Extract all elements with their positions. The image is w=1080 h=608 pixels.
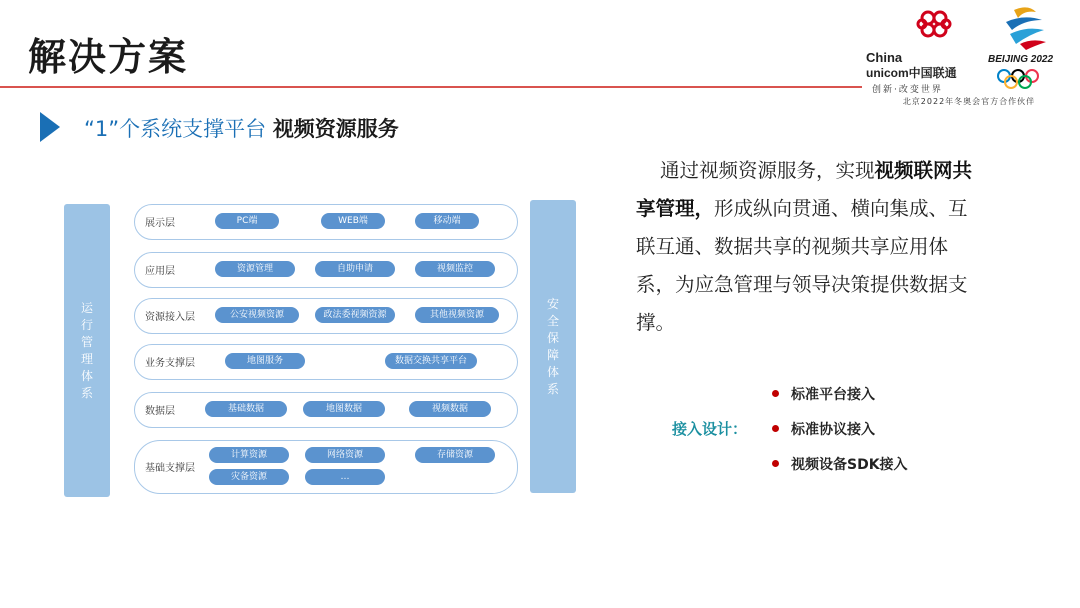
layer-item: …: [305, 469, 385, 485]
layer-item: 移动端: [415, 213, 479, 229]
access-item-label: 标准平台接入: [791, 387, 875, 403]
layer-label: 基础支撑层: [145, 463, 195, 474]
section-heading: [84, 113, 399, 143]
unicom-china-text: China: [866, 50, 903, 65]
layer-resource-access: [134, 298, 518, 334]
description-part1: 通过视频资源服务，实现: [660, 159, 875, 182]
beijing-2022-logo: [984, 4, 1070, 92]
layer-business-support: [134, 344, 518, 380]
layer-item: 网络资源: [305, 447, 385, 463]
section-heading-quoted: “1”个系统支撑平台: [84, 117, 267, 141]
layer-item: 资源管理: [215, 261, 295, 277]
official-partner-text: 北京2022年冬奥会官方合作伙伴: [902, 97, 1036, 106]
beijing-emblem-icon: [984, 4, 1070, 52]
layer-data: [134, 392, 518, 428]
layer-item: 自助申请: [315, 261, 395, 277]
access-item: [772, 384, 875, 404]
layer-label: 业务支撑层: [145, 358, 195, 369]
right-side-bar-label: 安全保障体系: [546, 296, 559, 396]
layer-item: 地图服务: [225, 353, 305, 369]
layer-item: WEB端: [321, 213, 385, 229]
layer-item: 政法委视频资源: [315, 307, 395, 323]
access-item: [772, 454, 908, 474]
partner-logos: [862, 4, 1076, 110]
title-rule: [0, 86, 862, 88]
access-design-label: 接入设计：: [672, 420, 748, 438]
layer-label: 应用层: [145, 266, 175, 277]
layer-item: 计算资源: [209, 447, 289, 463]
beijing-2022-text: BEIJING 2022: [988, 54, 1054, 65]
bullet-dot-icon: [772, 425, 779, 432]
unicom-slogan: 创新·改变世界: [872, 85, 943, 95]
page-title: 解决方案: [28, 35, 189, 79]
layer-label: 数据层: [145, 406, 175, 417]
right-side-bar: [530, 200, 576, 493]
description-bold: 视频联网共享管理，: [636, 159, 973, 220]
layer-label: 资源接入层: [145, 312, 195, 323]
section-arrow-icon: [40, 112, 60, 142]
unicom-name-text: unicom中国联通: [866, 66, 957, 80]
access-item-label: 视频设备SDK接入: [791, 457, 908, 473]
layer-item: 数据交换共享平台: [385, 353, 477, 369]
layer-item: PC端: [215, 213, 279, 229]
layer-item: 存储资源: [415, 447, 495, 463]
layer-item: 视频数据: [409, 401, 491, 417]
description-paragraph: [636, 152, 986, 342]
bullet-dot-icon: [772, 460, 779, 467]
architecture-diagram: [60, 196, 580, 500]
section-heading-bold: 视频资源服务: [272, 117, 399, 141]
layer-item: 基础数据: [205, 401, 287, 417]
layer-item: 地图数据: [303, 401, 385, 417]
access-item: [772, 419, 875, 439]
olympic-rings-icon: [988, 68, 1074, 90]
layer-item: 其他视频资源: [415, 307, 499, 323]
layer-item: 公安视频资源: [215, 307, 299, 323]
left-side-bar-label: 运行管理体系: [80, 300, 93, 400]
layer-application: [134, 252, 518, 288]
layer-item: 视频监控: [415, 261, 495, 277]
access-item-label: 标准协议接入: [791, 422, 875, 438]
left-side-bar: [64, 204, 110, 497]
layer-label: 展示层: [145, 218, 175, 229]
bullet-dot-icon: [772, 390, 779, 397]
layer-item: 灾备资源: [209, 469, 289, 485]
description-part2: 形成纵向贯通、横向集成、互联互通、数据共享的视频共享应用体系，为应急管理与领导决策提供数据支撑。: [636, 197, 968, 334]
layer-presentation: [134, 204, 518, 240]
china-unicom-logo: [866, 18, 978, 95]
layer-infrastructure: [134, 440, 518, 494]
unicom-knot-icon: [866, 6, 978, 46]
